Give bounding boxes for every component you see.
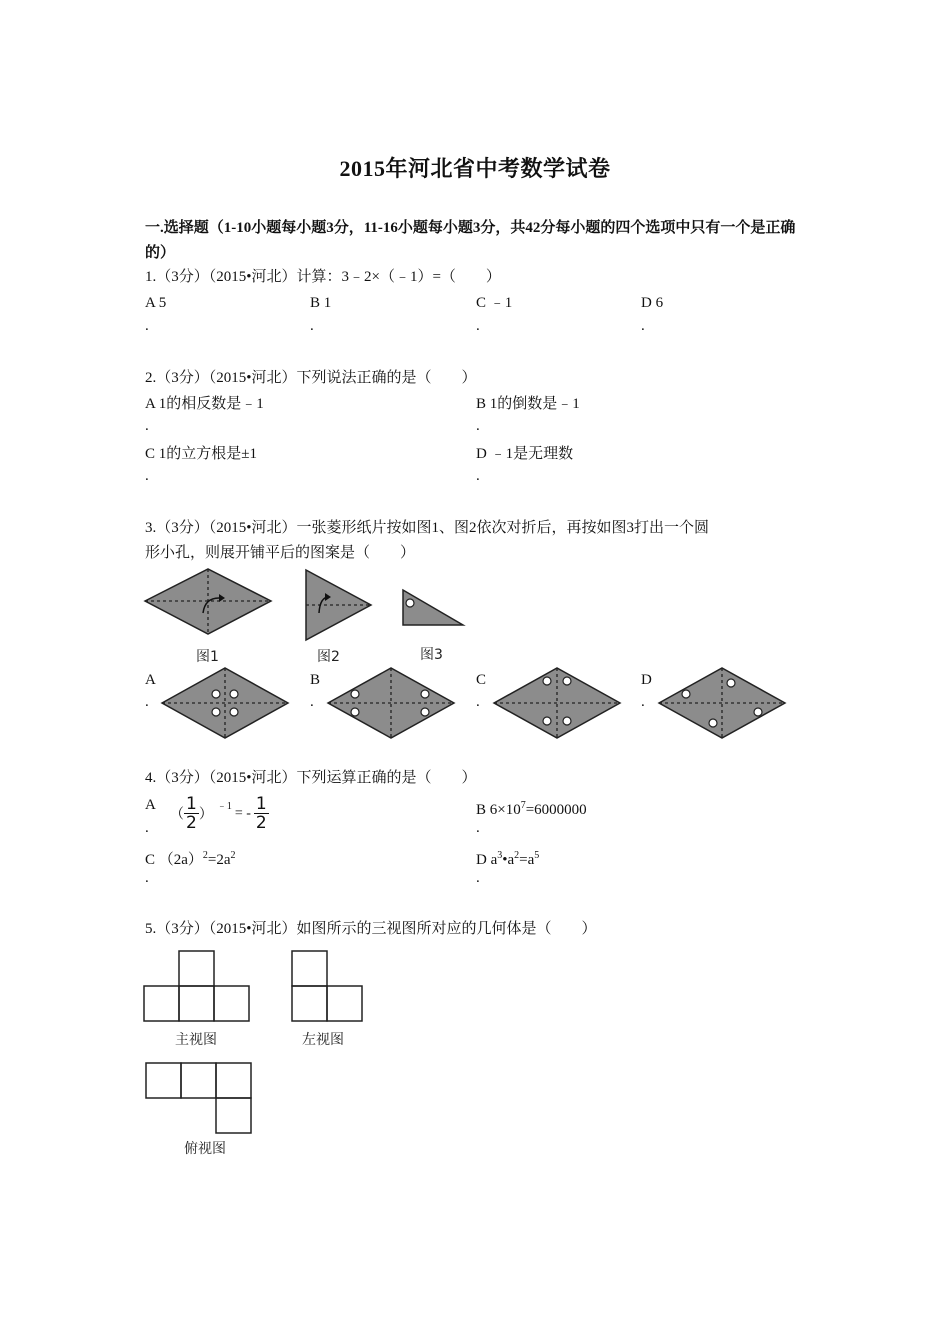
q4-c-mid: =2a bbox=[207, 852, 231, 868]
q4-b-text: B 6×10 bbox=[476, 802, 521, 818]
q4-option-a-label[interactable]: A bbox=[145, 797, 156, 813]
question-2-stem: 2.（3分）（2015•河北）下列说法正确的是（ ） bbox=[145, 370, 477, 386]
q4-a-open-paren: （ bbox=[170, 807, 184, 823]
q2-dot-d: . bbox=[476, 468, 480, 484]
q4-a-close-paren: ） bbox=[198, 807, 213, 823]
q4-b-exponent: 7 bbox=[520, 800, 526, 811]
q4-d-eq: =a bbox=[519, 852, 535, 868]
q4-a-den2: 2 bbox=[255, 813, 267, 833]
q1-option-a[interactable]: A 5 bbox=[145, 295, 167, 311]
fig2-caption: 图2 bbox=[317, 649, 340, 665]
q3-option-c[interactable]: C bbox=[476, 672, 487, 688]
q4-a-den1: 2 bbox=[186, 813, 197, 833]
q2-dot-c: . bbox=[145, 468, 149, 484]
q4-a-equals: = - bbox=[234, 805, 251, 821]
q2-option-d[interactable]: D ﹣1是无理数 bbox=[476, 446, 574, 462]
q4-c-exponent-2: 2 bbox=[230, 850, 236, 861]
q4-b-tail: =6000000 bbox=[525, 802, 587, 818]
q4-a-exponent: ﹣1 bbox=[216, 800, 232, 812]
q1-dot-a: . bbox=[145, 318, 149, 334]
question-3-stem-line1: 3.（3分）（2015•河北）一张菱形纸片按如图1、图2依次对折后，再按如图3打出一个圆 bbox=[145, 520, 710, 536]
fig3-caption: 图3 bbox=[420, 647, 443, 663]
q4-d-mid: •a bbox=[502, 852, 515, 868]
q4-c-exponent-1: 2 bbox=[202, 850, 208, 861]
q1-dot-b: . bbox=[310, 318, 314, 334]
top-view-drawing bbox=[146, 1063, 251, 1133]
q3-dot-c: . bbox=[476, 694, 480, 710]
page-title: 2015年河北省中考数学试卷 bbox=[339, 156, 611, 181]
front-view-caption: 主视图 bbox=[175, 1032, 217, 1048]
q3-option-b[interactable]: B bbox=[310, 672, 321, 688]
q1-option-d[interactable]: D 6 bbox=[641, 295, 664, 311]
q2-dot-a: . bbox=[145, 418, 149, 434]
q4-d-exponent-1: 3 bbox=[497, 850, 503, 861]
q4-dot-a: . bbox=[145, 820, 149, 836]
q1-option-b[interactable]: B 1 bbox=[310, 295, 332, 311]
front-view-drawing bbox=[144, 951, 249, 1021]
q4-d-text: D a bbox=[476, 852, 498, 868]
top-view-caption: 俯视图 bbox=[184, 1141, 226, 1157]
q3-dot-d: . bbox=[641, 694, 645, 710]
question-1-stem: 1.（3分）（2015•河北）计算：3﹣2×（﹣1）=（ ） bbox=[145, 269, 501, 285]
q1-dot-c: . bbox=[476, 318, 480, 334]
q4-dot-d: . bbox=[476, 870, 480, 886]
left-view-drawing bbox=[292, 951, 362, 1021]
left-view-caption: 左视图 bbox=[302, 1032, 344, 1048]
q2-option-a[interactable]: A 1的相反数是﹣1 bbox=[145, 396, 264, 412]
q3-option-d[interactable]: D bbox=[641, 672, 652, 688]
section-heading: 一.选择题（1-10小题每小题3分，11-16小题每小题3分，共42分每小题的四个选项中只有一个是正确的） bbox=[145, 220, 796, 261]
q3-option-a[interactable]: A bbox=[145, 672, 156, 688]
q3-dot-b: . bbox=[310, 694, 314, 710]
q2-option-b[interactable]: B 1的倒数是﹣1 bbox=[476, 396, 580, 412]
fig1-caption: 图1 bbox=[196, 649, 219, 665]
q3-dot-a: . bbox=[145, 694, 149, 710]
q4-c-text: C （2a） bbox=[145, 852, 203, 868]
question-4-stem: 4.（3分）（2015•河北）下列运算正确的是（ ） bbox=[145, 770, 477, 786]
q4-d-exponent-2: 2 bbox=[514, 850, 520, 861]
q2-option-c[interactable]: C 1的立方根是±1 bbox=[145, 446, 257, 462]
q4-a-num2: 1 bbox=[255, 794, 267, 814]
q1-dot-d: . bbox=[641, 318, 645, 334]
q4-a-num1: 1 bbox=[186, 794, 197, 814]
q4-d-exponent-3: 5 bbox=[534, 850, 540, 861]
q4-dot-c: . bbox=[145, 870, 149, 886]
q2-dot-b: . bbox=[476, 418, 480, 434]
question-3-stem-line2: 形小孔，则展开铺平后的图案是（ ） bbox=[145, 545, 416, 561]
question-5-stem: 5.（3分）（2015•河北）如图所示的三视图所对应的几何体是（ ） bbox=[145, 921, 597, 937]
q1-option-c[interactable]: C ﹣1 bbox=[476, 295, 513, 311]
q4-dot-b: . bbox=[476, 820, 480, 836]
